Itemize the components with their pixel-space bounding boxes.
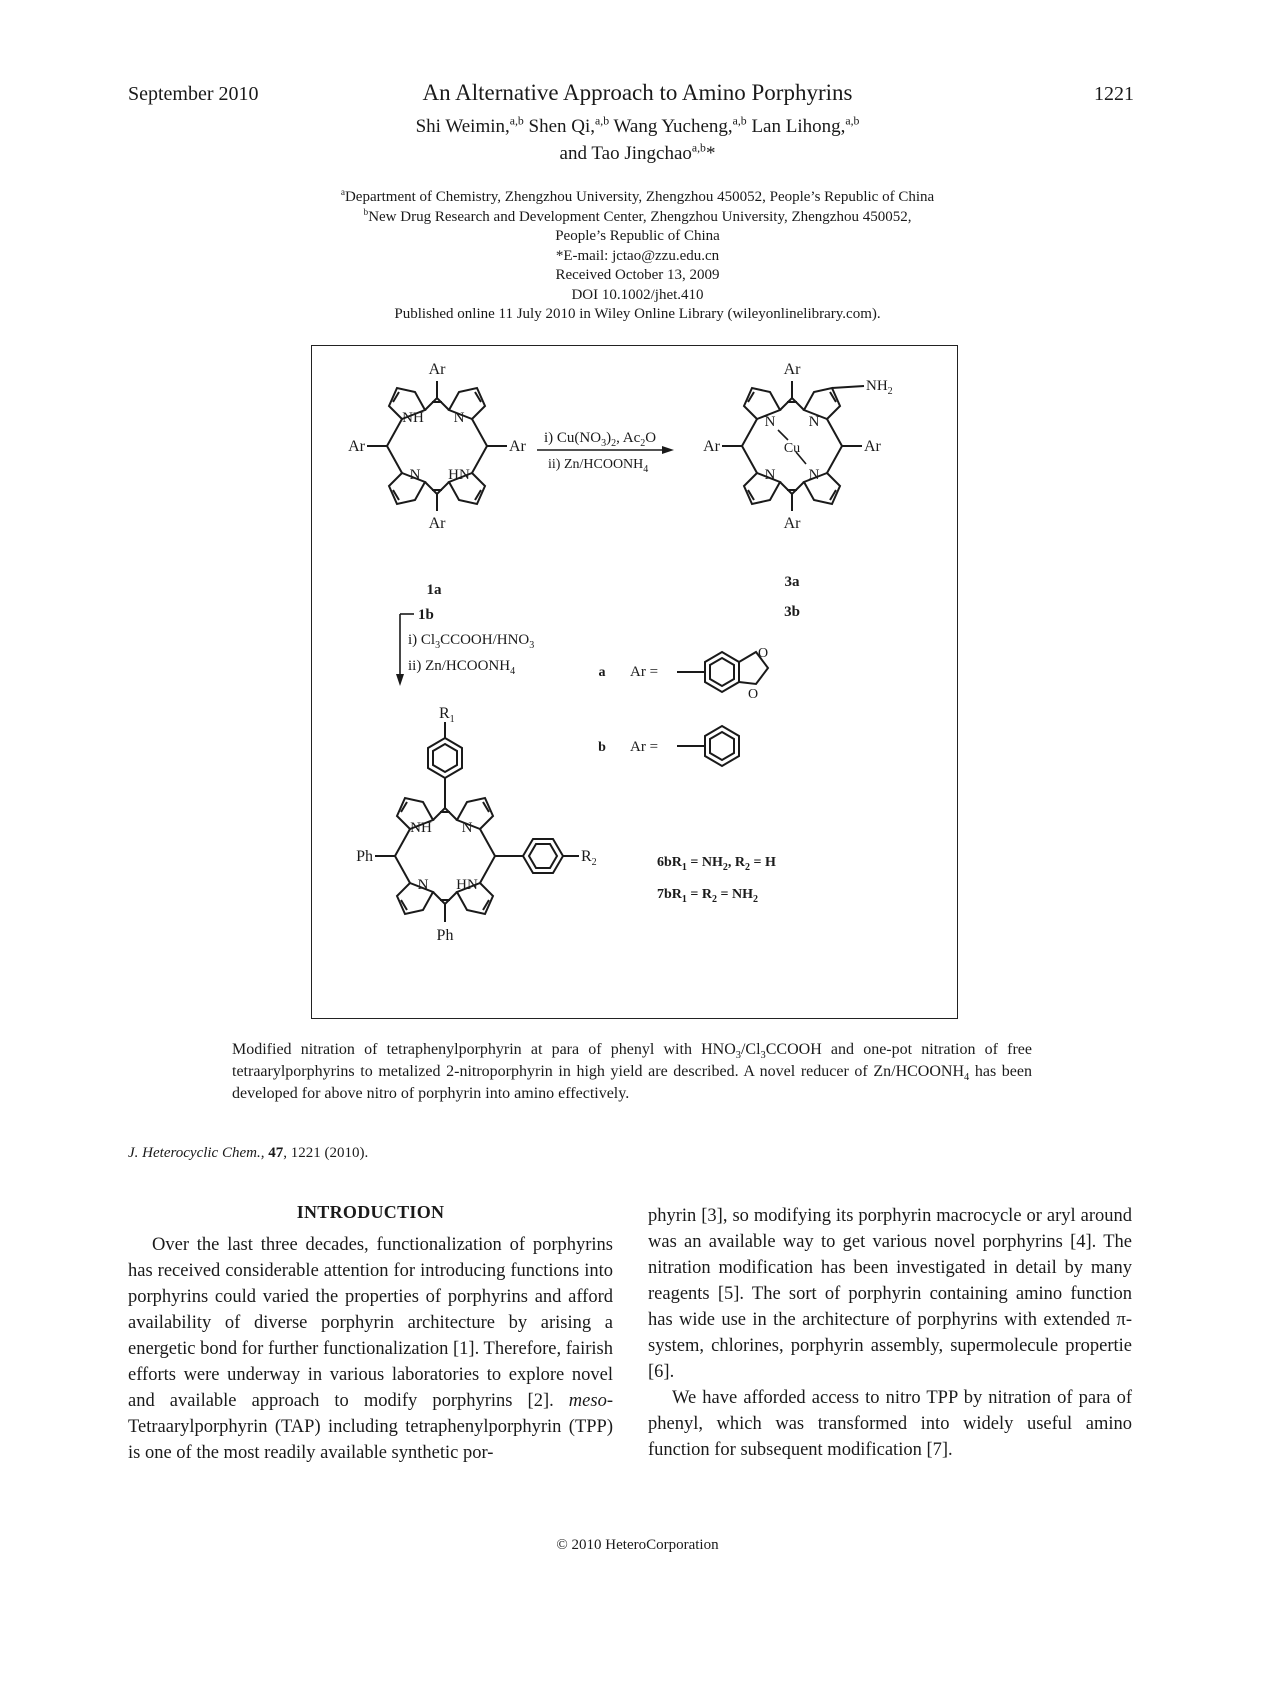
svg-text:HN: HN [448, 467, 470, 483]
svg-text:N: N [453, 410, 465, 426]
published-online: Published online 11 July 2010 in Wiley Online Library (wileyonlinelibrary.com). [394, 306, 881, 322]
paragraph-intro-1-cont: phyrin [3], so modifying its porphyrin macrocycle or aryl around was an available way to get various novel porphyrins [4]. The nitration modification has been investigated in detail by many reagents [5]. The sort of porphyrin containing amino function has wide use in the architecture of porphyrins with extended π-system, chlorines, porphyrin assembly, supermolecule propertie [6]. [648, 1206, 1132, 1382]
svg-text:NH: NH [402, 410, 424, 426]
affiliation-b-country: People’s Republic of China [555, 228, 720, 244]
porphyrin-6b-7b [356, 705, 597, 944]
paragraph-intro-1: Over the last three decades, functionalization of porphyrins has received considerable attention for introducing functions into porphyrins could varied the properties of porphyrins and afford availability of diverse porphyrin architecture by arising a energetic bond for further functionalization [1]. Therefore, fairish efforts were underway in various laboratories to explore novel and available approach to modify porphyrins [2]. meso-Tetraarylporphyrin (TAP) including tetraphenylporphyrin (TPP) is one of the most readily available synthetic por- [128, 1235, 613, 1463]
svg-text:Ar: Ar [864, 438, 881, 455]
author-1: Shi Weimin,$^{a,b}$ [415, 114, 524, 137]
compound-6b-definition: $6bR_1 = NH_2$, $R_2 = H$ [657, 855, 776, 873]
porphyrin-1a [348, 361, 526, 532]
svg-text:R2: $R_2$ [581, 848, 597, 868]
body-column-right [648, 1203, 1132, 1463]
svg-text:N: N [808, 467, 820, 483]
svg-text:N: N [409, 467, 421, 483]
ar-definition-b [598, 726, 739, 766]
svg-text:b: b [598, 740, 606, 755]
svg-text:Ar =: Ar = [630, 664, 659, 680]
authors-line-2: and Tao Jingchao$^{a,b}$* [559, 141, 716, 164]
copyright-footer: © 2010 HeteroCorporation [556, 1537, 719, 1553]
svg-text:Ar: Ar [509, 438, 526, 455]
svg-text:NH2: $NH_2$ [866, 378, 893, 397]
svg-text:NH: NH [410, 820, 432, 836]
svg-text:HN: HN [456, 877, 478, 893]
affiliation-a: $^a$Department of Chemistry, Zhengzhou University, Zhengzhou 450052, People’s Republic of China [340, 188, 935, 205]
svg-text:Ar: Ar [428, 361, 446, 378]
article-title: An Alternative Approach to Amino Porphyrins [422, 80, 853, 105]
reaction-arrow-1 [537, 430, 674, 475]
svg-text:N: N [417, 877, 429, 893]
svg-text:N: N [764, 414, 776, 430]
svg-text:R1: $R_1$ [439, 705, 455, 725]
svg-text:Ar: Ar [783, 515, 801, 532]
svg-text:i) Cu(NO3)2, Ac2O: i) $Cu(NO_3)_2$, $Ac_2O$ [544, 430, 657, 449]
section-heading-introduction: INTRODUCTION [296, 1202, 445, 1222]
label-1a: 1a [426, 582, 442, 598]
body-column-left [128, 1232, 613, 1466]
author-2: Shen Qi,$^{a,b}$ [528, 114, 610, 137]
authors-line-1 [0, 114, 1275, 140]
affiliation-b: $^b$New Drug Research and Development Center, Zhengzhou University, Zhengzhou 450052, [363, 207, 912, 225]
svg-text:N: N [808, 414, 820, 430]
author-3: Wang Yucheng,$^{a,b}$ [613, 114, 747, 137]
svg-text:Ar: Ar [348, 438, 365, 455]
journal-citation: J. Heterocyclic Chem., 47, 1221 (2010). [128, 1145, 369, 1161]
paragraph-intro-2: We have afforded access to nitro TPP by nitration of para of phenyl, which was transformed into widely useful amino function for subsequent modification [7]. [648, 1388, 1132, 1460]
svg-text:ii) Zn/HCOONH4: ii) $Zn/HCOONH_4$ [548, 457, 649, 475]
reaction-scheme [312, 346, 957, 1018]
header-date: September 2010 [128, 83, 259, 105]
porphyrin-3-cu [703, 361, 893, 532]
abstract: Modified nitration of tetraphenylporphyrin at para of phenyl with $HNO_3/Cl_3CCOOH$ and one-pot nitration of free tetraarylporphyrins to metalized 2-nitroporphyrin in high yield are described. A novel reducer of $Zn/HCOONH_4$ has been developed for above nitro of porphyrin into amino effectively. [232, 1041, 1032, 1102]
svg-text:O: O [748, 687, 759, 702]
compound-7b-definition: $7bR_1 = R_2 = NH_2$ [657, 887, 758, 905]
svg-text:Ar =: Ar = [630, 739, 659, 755]
affiliations [0, 188, 1275, 325]
svg-text:Ar: Ar [703, 438, 720, 455]
svg-text:Ar: Ar [783, 361, 801, 378]
reaction-arrow-2 [396, 607, 534, 686]
svg-text:Ar: Ar [428, 515, 446, 532]
label-3a: 3a [784, 574, 800, 590]
graphical-abstract-figure [311, 345, 958, 1019]
svg-text:N: N [461, 820, 473, 836]
svg-text:1b: 1b [418, 607, 434, 623]
svg-text:Ph: Ph [436, 927, 454, 944]
svg-text:a: a [598, 665, 606, 680]
svg-text:N: N [764, 467, 776, 483]
page-number: 1221 [1094, 83, 1134, 105]
svg-text:O: O [758, 646, 769, 661]
doi: DOI 10.1002/jhet.410 [571, 286, 704, 303]
author-4: Lan Lihong,$^{a,b}$ [751, 114, 860, 137]
svg-text:Cu: Cu [783, 441, 801, 456]
svg-text:Ph: Ph [356, 848, 373, 865]
svg-text:ii) Zn/HCOONH4: ii) $Zn/HCOONH_4$ [408, 658, 516, 677]
corresponding-email: *E-mail: jctao@zzu.edu.cn [555, 247, 720, 264]
svg-text:i) Cl3CCOOH/HNO3: i) $Cl_3CCOOH/HNO_3$ [408, 632, 535, 651]
ar-definition-a [599, 646, 769, 702]
label-3b: 3b [784, 604, 800, 620]
received-date: Received October 13, 2009 [555, 267, 720, 283]
